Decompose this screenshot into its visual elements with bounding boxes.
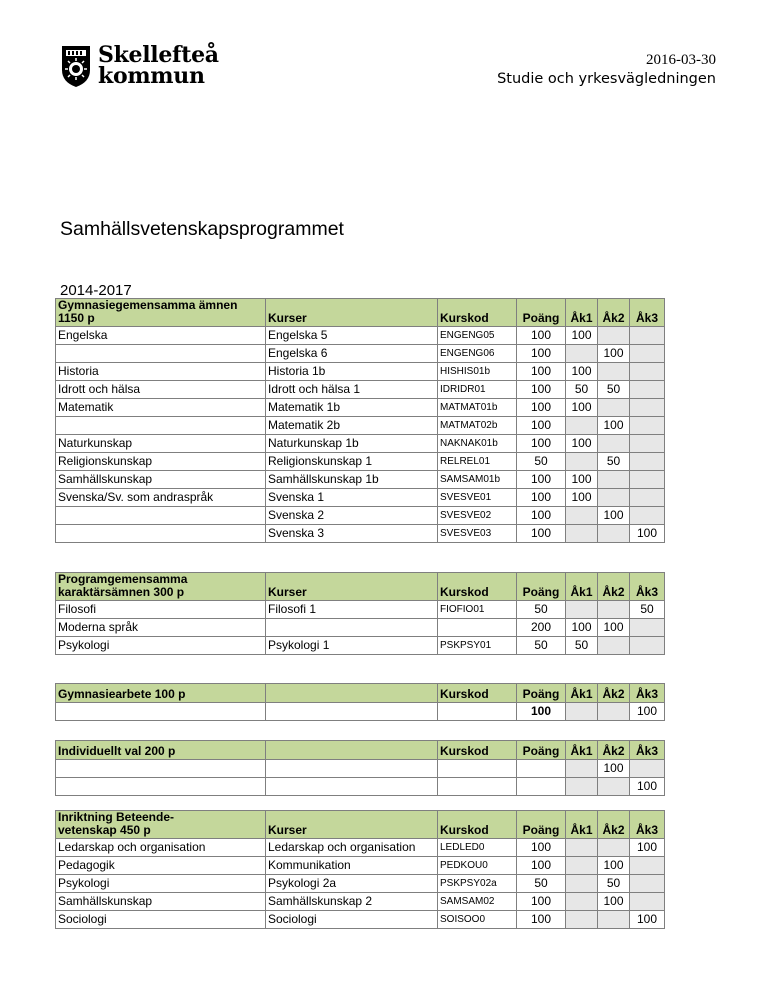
- points-cell: 100: [517, 489, 566, 507]
- ak2-cell: [598, 839, 630, 857]
- ak3-cell: [630, 489, 665, 507]
- ak2-cell: [598, 489, 630, 507]
- subject-cell: Psykologi: [56, 875, 266, 893]
- code-col-header: Kurskod: [438, 741, 517, 760]
- section-heading-line: Gymnasiegemensamma ämnen: [58, 298, 238, 312]
- ak1-col-header: Åk1: [566, 741, 598, 760]
- course-table: [55, 740, 665, 796]
- subject-cell: [56, 345, 266, 363]
- ak1-cell: 50: [566, 637, 598, 655]
- ak3-cell: [630, 345, 665, 363]
- course-cell: [266, 760, 438, 778]
- ak2-cell: 100: [598, 619, 630, 637]
- ak3-cell: 50: [630, 601, 665, 619]
- ak3-cell: 100: [630, 839, 665, 857]
- section-heading: [56, 573, 266, 601]
- table-row: [56, 911, 665, 929]
- course-cell: Engelska 5: [266, 327, 438, 345]
- subject-cell: [56, 525, 266, 543]
- subject-cell: Pedagogik: [56, 857, 266, 875]
- points-cell: 100: [517, 703, 566, 721]
- subject-cell: Engelska: [56, 327, 266, 345]
- ak2-col-header: Åk2: [598, 573, 630, 601]
- course-cell: [266, 619, 438, 637]
- table-header-row: [56, 811, 665, 839]
- code-cell: [438, 619, 517, 637]
- ak3-cell: [630, 327, 665, 345]
- course-cell: Samhällskunskap 2: [266, 893, 438, 911]
- table-row: [56, 399, 665, 417]
- table-header-row: [56, 741, 665, 760]
- ak1-cell: 100: [566, 471, 598, 489]
- ak2-cell: [598, 911, 630, 929]
- table-header-row: [56, 299, 665, 327]
- ak2-cell: 100: [598, 345, 630, 363]
- ak2-col-header: Åk2: [598, 811, 630, 839]
- code-cell: SVESVE03: [438, 525, 517, 543]
- ak2-cell: [598, 435, 630, 453]
- subject-cell: Matematik: [56, 399, 266, 417]
- points-cell: 50: [517, 601, 566, 619]
- table-row: [56, 601, 665, 619]
- course-col-header: Kurser: [266, 299, 438, 327]
- table-row: [56, 619, 665, 637]
- code-col-header: Kurskod: [438, 811, 517, 839]
- code-cell: [438, 760, 517, 778]
- points-col-header: Poäng: [517, 573, 566, 601]
- ak2-cell: 100: [598, 417, 630, 435]
- course-table: [55, 298, 665, 543]
- course-cell: Sociologi: [266, 911, 438, 929]
- section-heading-line: Gymnasiearbete 100 p: [58, 687, 186, 701]
- ak2-cell: 100: [598, 507, 630, 525]
- ak2-cell: [598, 471, 630, 489]
- course-cell: Filosofi 1: [266, 601, 438, 619]
- year-range: 2014-2017: [60, 282, 132, 299]
- course-col-header: Kurser: [266, 573, 438, 601]
- ak1-cell: [566, 778, 598, 796]
- section-heading-line: Programgemensamma: [58, 572, 188, 586]
- table-row: [56, 525, 665, 543]
- course-cell: Svenska 1: [266, 489, 438, 507]
- ak3-cell: [630, 435, 665, 453]
- course-cell: Religionskunskap 1: [266, 453, 438, 471]
- table-header-row: [56, 573, 665, 601]
- document-date: 2016-03-30: [646, 52, 716, 68]
- code-cell: RELREL01: [438, 453, 517, 471]
- code-cell: SOISOO0: [438, 911, 517, 929]
- ak3-cell: 100: [630, 525, 665, 543]
- course-cell: Naturkunskap 1b: [266, 435, 438, 453]
- ak2-cell: [598, 703, 630, 721]
- code-cell: PSKPSY02a: [438, 875, 517, 893]
- code-cell: FIOFIO01: [438, 601, 517, 619]
- course-cell: Psykologi 2a: [266, 875, 438, 893]
- ak1-cell: [566, 839, 598, 857]
- code-cell: IDRIDR01: [438, 381, 517, 399]
- points-cell: 100: [517, 857, 566, 875]
- course-cell: Svenska 3: [266, 525, 438, 543]
- subject-cell: [56, 760, 266, 778]
- course-cell: [266, 703, 438, 721]
- subject-cell: Idrott och hälsa: [56, 381, 266, 399]
- table-row: [56, 778, 665, 796]
- course-col-header: Kurser: [266, 811, 438, 839]
- ak1-cell: [566, 857, 598, 875]
- ak1-cell: 100: [566, 399, 598, 417]
- points-cell: 100: [517, 345, 566, 363]
- table-row: [56, 453, 665, 471]
- course-cell: Samhällskunskap 1b: [266, 471, 438, 489]
- ak3-col-header: Åk3: [630, 741, 665, 760]
- points-cell: 100: [517, 507, 566, 525]
- ak1-cell: [566, 453, 598, 471]
- subject-cell: Naturkunskap: [56, 435, 266, 453]
- points-cell: [517, 778, 566, 796]
- table-row: [56, 381, 665, 399]
- ak2-cell: [598, 637, 630, 655]
- ak2-cell: 50: [598, 453, 630, 471]
- section-heading-line: 1150 p: [58, 311, 95, 325]
- code-cell: MATMAT01b: [438, 399, 517, 417]
- ak3-cell: [630, 417, 665, 435]
- points-cell: 50: [517, 453, 566, 471]
- subject-cell: Moderna språk: [56, 619, 266, 637]
- ak3-cell: [630, 760, 665, 778]
- section-heading: [56, 684, 266, 703]
- code-cell: NAKNAK01b: [438, 435, 517, 453]
- section-heading-line: Inriktning Beteende-: [58, 810, 175, 824]
- points-cell: 100: [517, 839, 566, 857]
- points-cell: 50: [517, 875, 566, 893]
- table-row: [56, 417, 665, 435]
- points-cell: 100: [517, 381, 566, 399]
- ak1-cell: [566, 760, 598, 778]
- ak2-cell: [598, 601, 630, 619]
- ak3-cell: [630, 363, 665, 381]
- course-cell: Historia 1b: [266, 363, 438, 381]
- course-table: [55, 810, 665, 929]
- ak3-cell: [630, 399, 665, 417]
- subject-cell: Samhällskunskap: [56, 471, 266, 489]
- points-cell: 100: [517, 363, 566, 381]
- page-title: Samhällsvetenskapsprogrammet: [60, 218, 344, 240]
- course-cell: Psykologi 1: [266, 637, 438, 655]
- ak1-cell: [566, 703, 598, 721]
- points-cell: 100: [517, 327, 566, 345]
- ak2-cell: 50: [598, 875, 630, 893]
- ak2-cell: [598, 399, 630, 417]
- code-cell: ENGENG06: [438, 345, 517, 363]
- table-row: [56, 857, 665, 875]
- subject-cell: Filosofi: [56, 601, 266, 619]
- course-cell: Idrott och hälsa 1: [266, 381, 438, 399]
- ak3-cell: [630, 857, 665, 875]
- code-cell: SVESVE01: [438, 489, 517, 507]
- code-cell: [438, 703, 517, 721]
- course-cell: Matematik 1b: [266, 399, 438, 417]
- ak1-cell: [566, 601, 598, 619]
- section-heading-line: karaktärsämnen 300 p: [58, 585, 185, 599]
- ak2-cell: 100: [598, 857, 630, 875]
- course-cell: Svenska 2: [266, 507, 438, 525]
- ak2-col-header: Åk2: [598, 299, 630, 327]
- table-row: [56, 839, 665, 857]
- ak1-col-header: Åk1: [566, 299, 598, 327]
- course-table: [55, 572, 665, 655]
- logo-line2: kommun: [98, 63, 205, 89]
- subject-cell: Svenska/Sv. som andraspråk: [56, 489, 266, 507]
- subject-cell: [56, 778, 266, 796]
- ak1-cell: [566, 911, 598, 929]
- code-cell: SVESVE02: [438, 507, 517, 525]
- course-cell: Ledarskap och organisation: [266, 839, 438, 857]
- code-cell: PSKPSY01: [438, 637, 517, 655]
- ak3-cell: 100: [630, 703, 665, 721]
- ak1-cell: [566, 507, 598, 525]
- kommun-logo: [60, 44, 219, 88]
- course-table: [55, 683, 665, 721]
- points-cell: 100: [517, 893, 566, 911]
- course-col-header: [266, 684, 438, 703]
- subject-cell: Sociologi: [56, 911, 266, 929]
- ak3-col-header: Åk3: [630, 299, 665, 327]
- points-cell: 200: [517, 619, 566, 637]
- points-cell: 100: [517, 435, 566, 453]
- ak1-cell: 100: [566, 327, 598, 345]
- points-col-header: Poäng: [517, 684, 566, 703]
- section-heading: [56, 811, 266, 839]
- course-cell: Engelska 6: [266, 345, 438, 363]
- code-cell: SAMSAM02: [438, 893, 517, 911]
- table-row: [56, 875, 665, 893]
- course-cell: Kommunikation: [266, 857, 438, 875]
- section-heading: [56, 299, 266, 327]
- ak3-col-header: Åk3: [630, 684, 665, 703]
- table-row: [56, 637, 665, 655]
- section-heading-line: vetenskap 450 p: [58, 823, 151, 837]
- ak3-cell: [630, 619, 665, 637]
- table-header-row: [56, 684, 665, 703]
- ak2-cell: [598, 778, 630, 796]
- ak3-cell: [630, 507, 665, 525]
- ak1-col-header: Åk1: [566, 573, 598, 601]
- table-row: [56, 345, 665, 363]
- ak3-cell: [630, 875, 665, 893]
- table-row: [56, 893, 665, 911]
- ak1-cell: [566, 525, 598, 543]
- ak1-cell: 100: [566, 363, 598, 381]
- code-cell: LEDLED0: [438, 839, 517, 857]
- ak1-col-header: Åk1: [566, 811, 598, 839]
- code-col-header: Kurskod: [438, 573, 517, 601]
- subject-cell: [56, 703, 266, 721]
- course-cell: [266, 778, 438, 796]
- ak1-cell: [566, 345, 598, 363]
- section-heading-line: Individuellt val 200 p: [58, 744, 176, 758]
- ak3-cell: [630, 381, 665, 399]
- points-col-header: Poäng: [517, 299, 566, 327]
- subject-cell: Religionskunskap: [56, 453, 266, 471]
- table-row: [56, 435, 665, 453]
- table-row: [56, 703, 665, 721]
- ak1-cell: 100: [566, 489, 598, 507]
- logo-line1: Skellefteå: [98, 42, 219, 68]
- ak1-cell: [566, 893, 598, 911]
- ak3-cell: [630, 893, 665, 911]
- points-cell: 100: [517, 471, 566, 489]
- code-cell: HISHIS01b: [438, 363, 517, 381]
- points-cell: 50: [517, 637, 566, 655]
- course-cell: Matematik 2b: [266, 417, 438, 435]
- subject-cell: Psykologi: [56, 637, 266, 655]
- points-cell: [517, 760, 566, 778]
- points-cell: 100: [517, 417, 566, 435]
- table-row: [56, 327, 665, 345]
- code-cell: ENGENG05: [438, 327, 517, 345]
- subject-cell: [56, 507, 266, 525]
- ak1-cell: [566, 875, 598, 893]
- code-cell: [438, 778, 517, 796]
- ak2-cell: 100: [598, 760, 630, 778]
- subject-cell: Historia: [56, 363, 266, 381]
- ak3-cell: [630, 637, 665, 655]
- table-row: [56, 489, 665, 507]
- ak1-cell: [566, 417, 598, 435]
- table-row: [56, 760, 665, 778]
- code-cell: PEDKOU0: [438, 857, 517, 875]
- ak3-col-header: Åk3: [630, 573, 665, 601]
- code-cell: MATMAT02b: [438, 417, 517, 435]
- ak1-cell: 100: [566, 619, 598, 637]
- ak1-cell: 50: [566, 381, 598, 399]
- section-heading: [56, 741, 266, 760]
- subject-cell: Ledarskap och organisation: [56, 839, 266, 857]
- course-col-header: [266, 741, 438, 760]
- crest-icon: [60, 44, 92, 88]
- code-cell: SAMSAM01b: [438, 471, 517, 489]
- points-cell: 100: [517, 525, 566, 543]
- ak3-cell: 100: [630, 778, 665, 796]
- points-col-header: Poäng: [517, 811, 566, 839]
- ak2-cell: [598, 363, 630, 381]
- ak2-cell: [598, 525, 630, 543]
- code-col-header: Kurskod: [438, 684, 517, 703]
- ak3-cell: [630, 453, 665, 471]
- ak3-cell: 100: [630, 911, 665, 929]
- points-col-header: Poäng: [517, 741, 566, 760]
- table-row: [56, 507, 665, 525]
- table-row: [56, 363, 665, 381]
- ak2-cell: [598, 327, 630, 345]
- ak2-cell: 50: [598, 381, 630, 399]
- ak2-col-header: Åk2: [598, 684, 630, 703]
- ak3-col-header: Åk3: [630, 811, 665, 839]
- points-cell: 100: [517, 399, 566, 417]
- ak1-cell: 100: [566, 435, 598, 453]
- points-cell: 100: [517, 911, 566, 929]
- subject-cell: Samhällskunskap: [56, 893, 266, 911]
- table-row: [56, 471, 665, 489]
- ak2-cell: 100: [598, 893, 630, 911]
- code-col-header: Kurskod: [438, 299, 517, 327]
- ak3-cell: [630, 471, 665, 489]
- ak1-col-header: Åk1: [566, 684, 598, 703]
- department-name: Studie och yrkesvägledningen: [497, 71, 716, 87]
- ak2-col-header: Åk2: [598, 741, 630, 760]
- subject-cell: [56, 417, 266, 435]
- logo-wordmark: [98, 42, 219, 89]
